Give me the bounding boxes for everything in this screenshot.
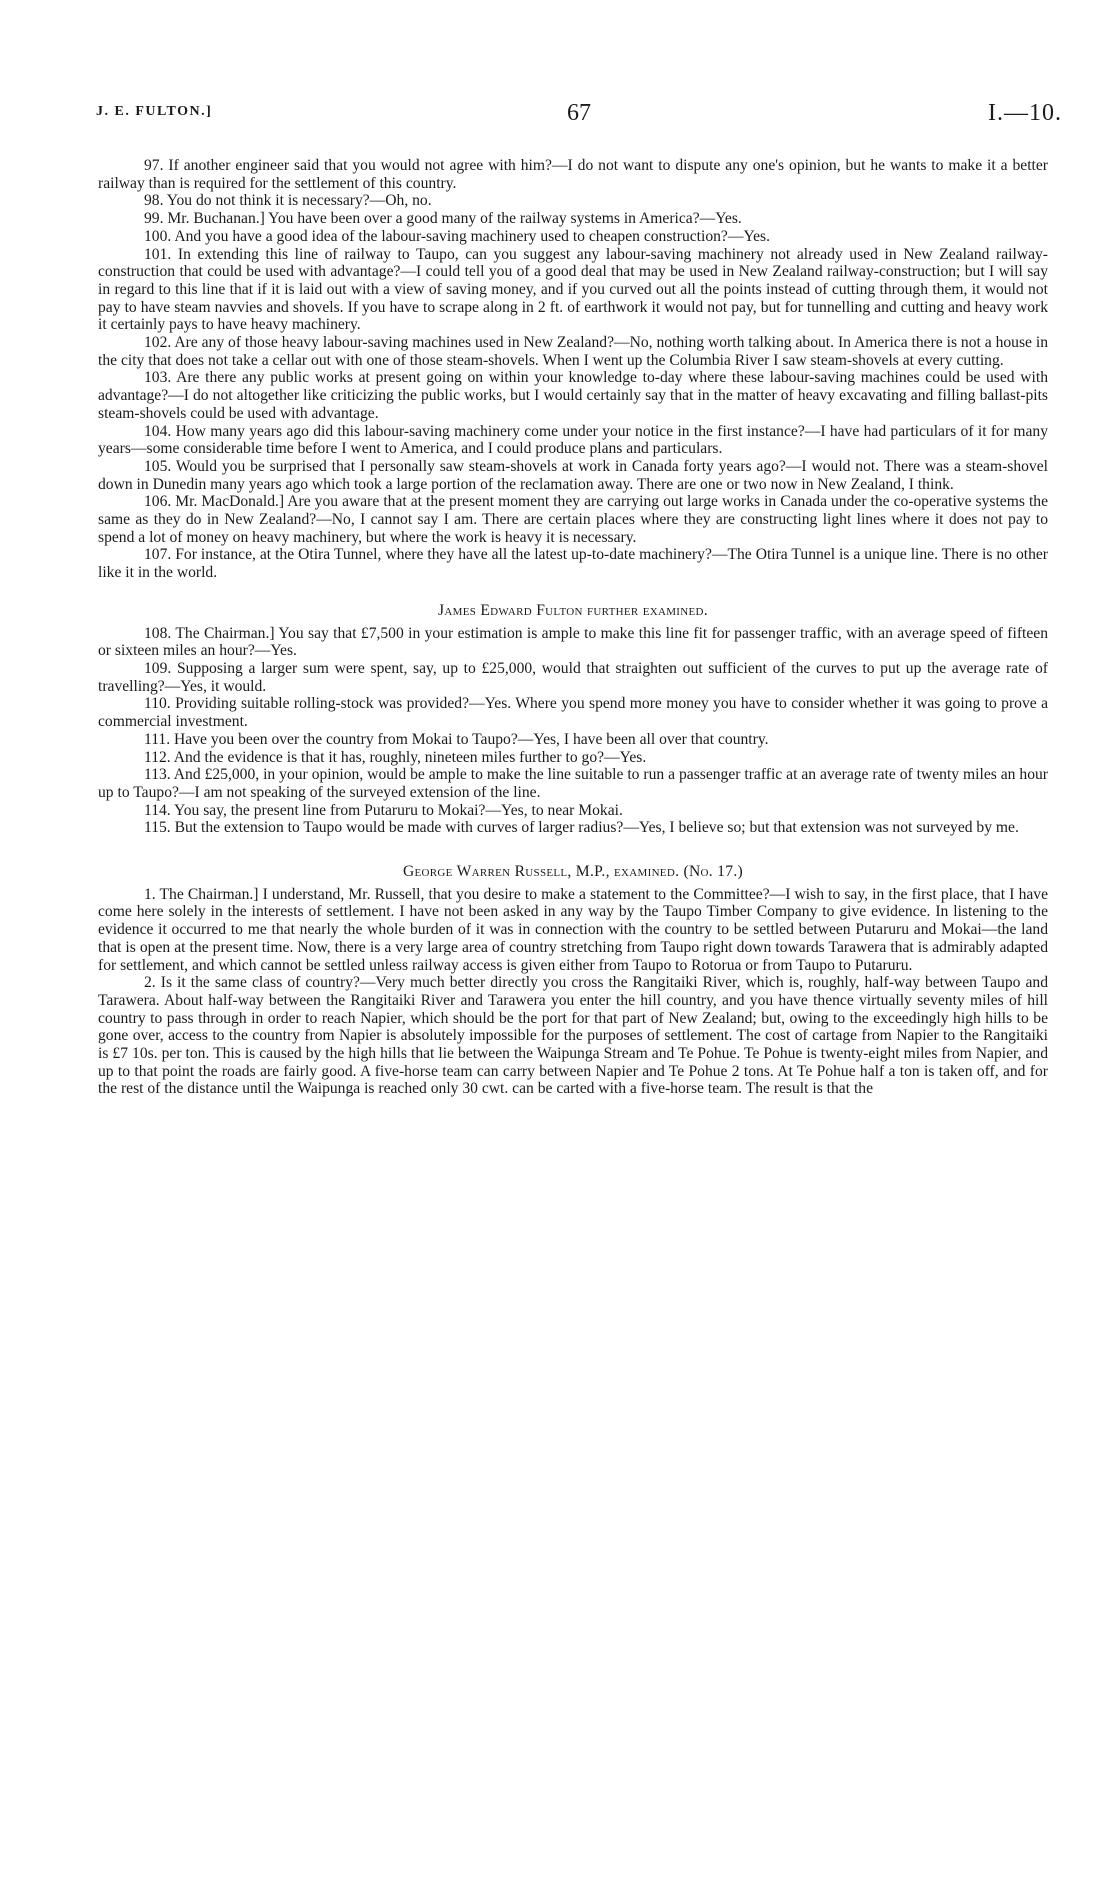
paragraph: 109. Supposing a larger sum were spent, say, up to £25,000, would that straighten out sufficient of the curves to put up the average rate of travelling?—Yes, it would. [98, 659, 1048, 695]
paragraph: 108. The Chairman.] You say that £7,500 in your estimation is ample to make this line fit for passenger traffic, with an average speed of fifteen or sixteen miles an hour?—Yes. [98, 624, 1048, 660]
document-body [98, 157, 1048, 1098]
paragraph: 99. Mr. Buchanan.] You have been over a good many of the railway systems in America?—Yes. [144, 210, 742, 228]
page-number: 67 [567, 100, 591, 126]
paragraph: 103. Are there any public works at present going on within your knowledge to-day where these labour-saving machines could be used with advantage?—I do not altogether like criticizing the public works, but I would certainly say that in the matter of heavy excavating and filling ballast-pits steam-shovels could be used with advantage. [98, 369, 1048, 422]
paragraph: 110. Providing suitable rolling-stock was provided?—Yes. Where you spend more money you have to consider whether it was going to prove a commercial investment. [98, 695, 1048, 731]
paragraph: 101. In extending this line of railway to Taupo, can you suggest any labour-saving machinery not already used in New Zealand railway-construction that could be used with advantage?—I could tell you of a good deal that may be used in New Zealand railway-construction; but I will say in regard to this line that if it is laid out with a view of saving money, and if you curved out all the points instead of cutting through them, it would not pay to have steam navvies and shovels. If you have to scrape along in 2 ft. of earthwork it would not pay, but for tunnelling and cutting and heavy work it certainly pays to have heavy machinery. [98, 245, 1048, 334]
witness-running-head: J. E. FULTON.] [96, 104, 213, 119]
paragraph: 112. And the evidence is that it has, roughly, nineteen miles further to go?—Yes. [144, 748, 647, 766]
section-russell [98, 886, 1048, 1098]
paragraph: 107. For instance, at the Otira Tunnel, where they have all the latest up-to-date machinery?—The Otira Tunnel is a unique line. There is no other like it in the world. [98, 546, 1048, 582]
section-fulton-further [98, 625, 1048, 837]
paragraph: 111. Have you been over the country from Mokai to Taupo?—Yes, I have been all over that country. [144, 730, 769, 748]
paper-reference: I.—10. [988, 100, 1062, 126]
paragraph: 115. But the extension to Taupo would be made with curves of larger radius?—Yes, I believe so; but that extension was not surveyed by me. [144, 819, 1019, 837]
paragraph: 2. Is it the same class of country?—Very much better directly you cross the Rangitaiki River, which is, roughly, half-way between Taupo and Tarawera. About half-way between the Rangitaiki River and Tarawera you enter the hill country, and you have thence virtually seventy miles of hill country to pass through in order to reach Napier, which should be the port for that part of New Zealand; but, owing to the exceedingly high hills to be gone over, access to the country from Napier is absolutely impossible for the purposes of settlement. The cost of cartage from Napier to the Rangitaiki is £7 10s. per ton. This is caused by the high hills that lie between the Waipunga Stream and Te Pohue. Te Pohue is twenty-eight miles from Napier, and up to that point the roads are fairly good. A five-horse team can carry between Napier and Te Pohue 2 tons. At Te Pohue half a ton is taken off, and for the rest of the distance until the Waipunga is reached only 30 cwt. can be carted with a five-horse team. The result is that the [98, 974, 1048, 1098]
paragraph: 98. You do not think it is necessary?—Oh, no. [144, 192, 432, 210]
paragraph: 114. You say, the present line from Putaruru to Mokai?—Yes, to near Mokai. [144, 801, 623, 819]
section-heading-russell: George Warren Russell, M.P., examined. (No. 17.) [402, 863, 744, 881]
paragraph: 100. And you have a good idea of the labour-saving machinery used to cheapen construction?—Yes. [144, 227, 771, 245]
section-heading-fulton: James Edward Fulton further examined. [438, 601, 708, 619]
section-fulton-continued [98, 157, 1048, 582]
paragraph: 102. Are any of those heavy labour-saving machines used in New Zealand?—No, nothing worth talking about. In America there is not a house in the city that does not take a cellar out with one of those steam-shovels. When I went up the Columbia River I saw steam-shovels at every cutting. [98, 334, 1048, 369]
paragraph: 105. Would you be surprised that I personally saw steam-shovels at work in Canada forty years ago?—I would not. There was a steam-shovel down in Dunedin many years ago which took a large portion of the reclamation away. There are one or two now in New Zealand, I think. [98, 457, 1048, 493]
paragraph: 106. Mr. MacDonald.] Are you aware that at the present moment they are carrying out large works in Canada under the co-operative systems the same as they do in New Zealand?—No, I cannot say I am. There are certain places where they are constructing light lines where it does not pay to spend a lot of money on heavy machinery, but where the work is heavy it is necessary. [98, 493, 1048, 546]
paragraph: 97. If another engineer said that you would not agree with him?—I do not want to dispute any one's opinion, but he wants to make it a better railway than is required for the settlement of this country. [98, 157, 1048, 192]
paragraph: 1. The Chairman.] I understand, Mr. Russell, that you desire to make a statement to the Committee?—I wish to say, in the first place, that I have come here solely in the interests of settlement. I have not been asked in any way by the Taupo Timber Company to give evidence. In listening to the evidence it occurred to me that nearly the whole burden of it was in connection with the country to be settled between Putaruru and Mokai—the land that is open at the present time. Now, there is a very large area of country stretching from Taupo right down towards Tarawera that is admirably adapted for settlement, and which cannot be settled unless railway access is given either from Taupo to Rotorua or from Taupo to Putaruru. [98, 885, 1048, 974]
paragraph: 104. How many years ago did this labour-saving machinery come under your notice in the first instance?—I have had particulars of it for many years—some considerable time before I went to America, and I could produce plans and particulars. [98, 422, 1048, 458]
page-header [96, 100, 1062, 132]
paragraph: 113. And £25,000, in your opinion, would be ample to make the line suitable to run a passenger traffic at an average rate of twenty miles an hour up to Taupo?—I am not speaking of the surveyed extension of the line. [98, 766, 1048, 801]
